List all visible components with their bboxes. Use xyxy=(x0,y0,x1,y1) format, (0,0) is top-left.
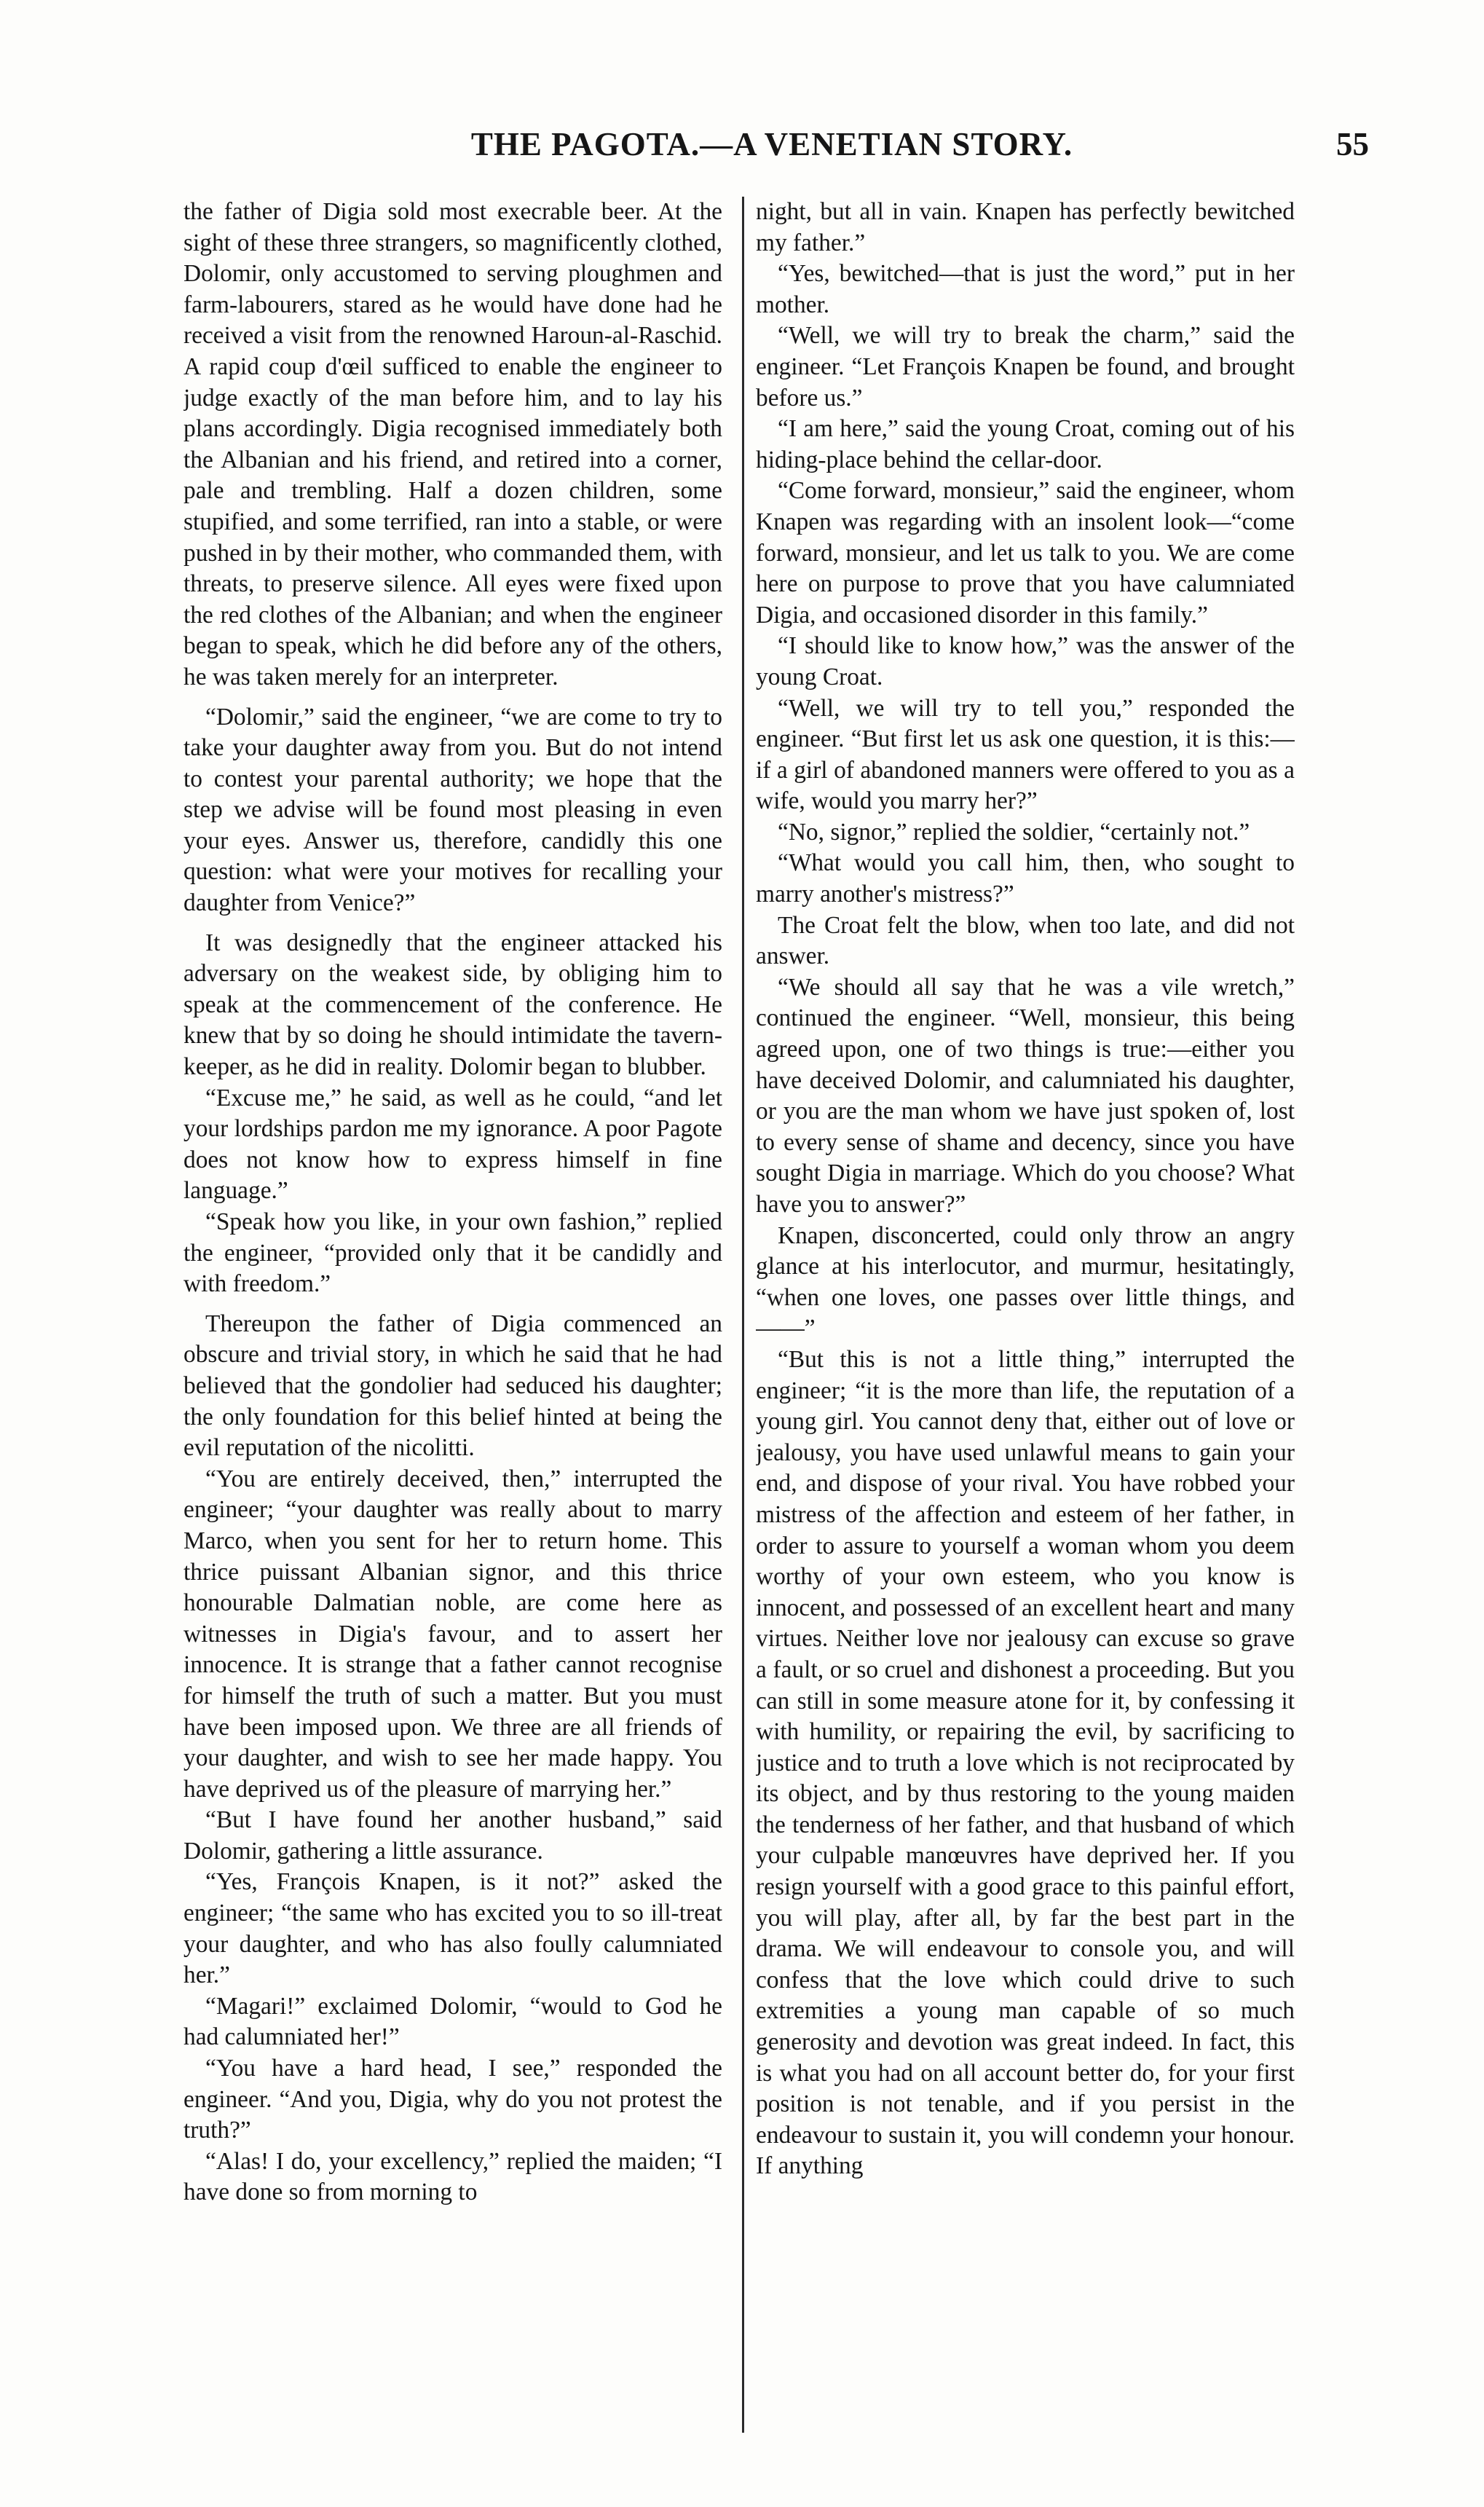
paragraph: It was designedly that the engineer attacked his adversary on the weakest side, by obliging him to speak at the commencement of the conference. He knew that by so doing he should intimidate the tavern-keeper, as he did in reality. Dolomir began to blubber. xyxy=(183,929,722,1081)
left-column xyxy=(183,197,722,2440)
paragraph: “We should all say that he was a vile wretch,” continued the engineer. “Well, monsieur, this being agreed upon, one of two things is true:—either you have deceived Dolomir, and calumniated his daughter, or you are the man whom we have just spoken of, lost to every sense of shame and decency, since you have sought Digia in marriage. Which do you choose? What have you to answer?” xyxy=(756,973,1295,1218)
paragraph: “Dolomir,” said the engineer, “we are come to try to take your daughter away from you. But do not intend to contest your parental authority; we hope that the step we advise will be found most pleasing in even your eyes. Answer us, therefore, candidly this one question: what were your motives for recalling your daughter from Venice?” xyxy=(183,703,722,917)
paragraph: “You have a hard head, I see,” responded the engineer. “And you, Digia, why do you not protest the truth?” xyxy=(183,2055,722,2144)
paragraph: “Excuse me,” he said, as well as he could, “and let your lordships pardon me my ignorance. A poor Pagote does not know how to express himself in fine language.” xyxy=(183,1084,722,1205)
paragraph: “What would you call him, then, who sought to marry another's mistress?” xyxy=(756,849,1295,908)
paragraph: “But this is not a little thing,” interrupted the engineer; “it is the more than life, the reputation of a young girl. You cannot deny that, either out of love or jealousy, you have used unlawful means to gain your end, and dispose of your rival. You have robbed your mistress of the affection and esteem of her father, in order to assure to yourself a woman whom you deem worthy of your own esteem, who you know is innocent, and possessed of an excellent heart and many virtues. Neither love nor jealousy can excuse so grave a fault, or so cruel and dishonest a proceeding. But you can still in some measure atone for it, by confessing it with humility, or repairing the evil, by sacrificing to justice and to truth a love which is not reciprocated by its object, and by thus restoring to the young maiden the tenderness of her father, and that husband of which your culpable manœuvres have deprived her. If you resign yourself with a good grace to this painful effort, you will play, after all, by far the best part in the drama. We will endeavour to console you, and will confess that the love which could drive to such extremities a young man capable of so much generosity and devotion was great indeed. In fact, this is what you had on all account better do, for your first position is not tenable, and if you persist in the endeavour to sustain it, you will condemn your honour. If anything xyxy=(756,1345,1295,2180)
paragraph: “Well, we will try to tell you,” responded the engineer. “But first let us ask one question, it is this:—if a girl of abandoned manners were offered to you as a wife, would you marry her?” xyxy=(756,694,1295,815)
paragraph: “Magari!” exclaimed Dolomir, “would to God he had calumniated her!” xyxy=(183,1992,722,2051)
paragraph: The Croat felt the blow, when too late, and did not answer. xyxy=(756,911,1295,970)
paragraph: “I am here,” said the young Croat, coming out of his hiding-place behind the cellar-door. xyxy=(756,415,1295,473)
paragraph: “Come forward, monsieur,” said the engineer, whom Knapen was regarding with an insolent look—“come forward, monsieur, and let us talk to you. We are come here on purpose to prove that you have calumniated Digia, and occasioned disorder in this family.” xyxy=(756,477,1295,629)
paragraph: “Alas! I do, your excellency,” replied the maiden; “I have done so from morning to xyxy=(183,2147,722,2206)
paragraph: “Speak how you like, in your own fashion,” replied the engineer, “provided only that it be candidly and with freedom.” xyxy=(183,1208,722,1298)
running-title: THE PAGOTA.—A VENETIAN STORY. xyxy=(470,126,1073,162)
page-number: 55 xyxy=(1336,126,1369,162)
paragraph: “Yes, bewitched—that is just the word,” put in her mother. xyxy=(756,260,1295,318)
paragraph: Knapen, disconcerted, could only throw an angry glance at his interlocutor, and murmur, hesitatingly, “when one loves, one passes over little things, and——” xyxy=(756,1221,1295,1342)
page-header xyxy=(175,122,1369,166)
paragraph: Thereupon the father of Digia commenced an obscure and trivial story, in which he said that he had believed that the gondolier had seduced his daughter; the only foundation for this belief hinted at being the evil reputation of the nicolitti. xyxy=(183,1310,722,1462)
paragraph: night, but all in vain. Knapen has perfectly bewitched my father.” xyxy=(756,198,1295,256)
paragraph: “No, signor,” replied the soldier, “certainly not.” xyxy=(778,818,1250,846)
paragraph: “Well, we will try to break the charm,” said the engineer. “Let François Knapen be found, and brought before us.” xyxy=(756,322,1295,412)
paragraph: “I should like to know how,” was the answer of the young Croat. xyxy=(756,632,1295,690)
paragraph: “But I have found her another husband,” said Dolomir, gathering a little assurance. xyxy=(183,1806,722,1865)
paragraph: the father of Digia sold most execrable beer. At the sight of these three strangers, so magnificently clothed, Dolomir, only accustomed to serving ploughmen and farm-labourers, stared as he would have done had he received a visit from the renowned Haroun-al-Raschid. A rapid coup d'œil sufficed to enable the engineer to judge exactly of the man before him, and to lay his plans accordingly. Digia recognised immediately both the Albanian and his friend, and retired into a corner, pale and trembling. Half a dozen children, some stupified, and some terrified, ran into a stable, or were pushed in by their mother, who commanded them, with threats, to preserve silence. All eyes were fixed upon the red clothes of the Albanian; and when the engineer began to speak, which he did before any of the others, he was taken merely for an interpreter. xyxy=(183,198,722,690)
paragraph: “You are entirely deceived, then,” interrupted the engineer; “your daughter was really about to marry Marco, when you sent for her to return home. This thrice puissant Albanian signor, and this thrice honourable Dalmatian noble, are come here as witnesses in Digia's favour, and to assert her innocence. It is strange that a father cannot recognise for himself the truth of such a matter. But you must have been imposed upon. We three are all friends of your daughter, and wish to see her made happy. You have deprived us of the pleasure of marrying her.” xyxy=(183,1465,722,1803)
paragraph: “Yes, François Knapen, is it not?” asked the engineer; “the same who has excited you to so ill-treat your daughter, and who has also foully calumniated her.” xyxy=(183,1868,722,1989)
right-column xyxy=(756,197,1295,2440)
column-divider xyxy=(742,197,744,2433)
